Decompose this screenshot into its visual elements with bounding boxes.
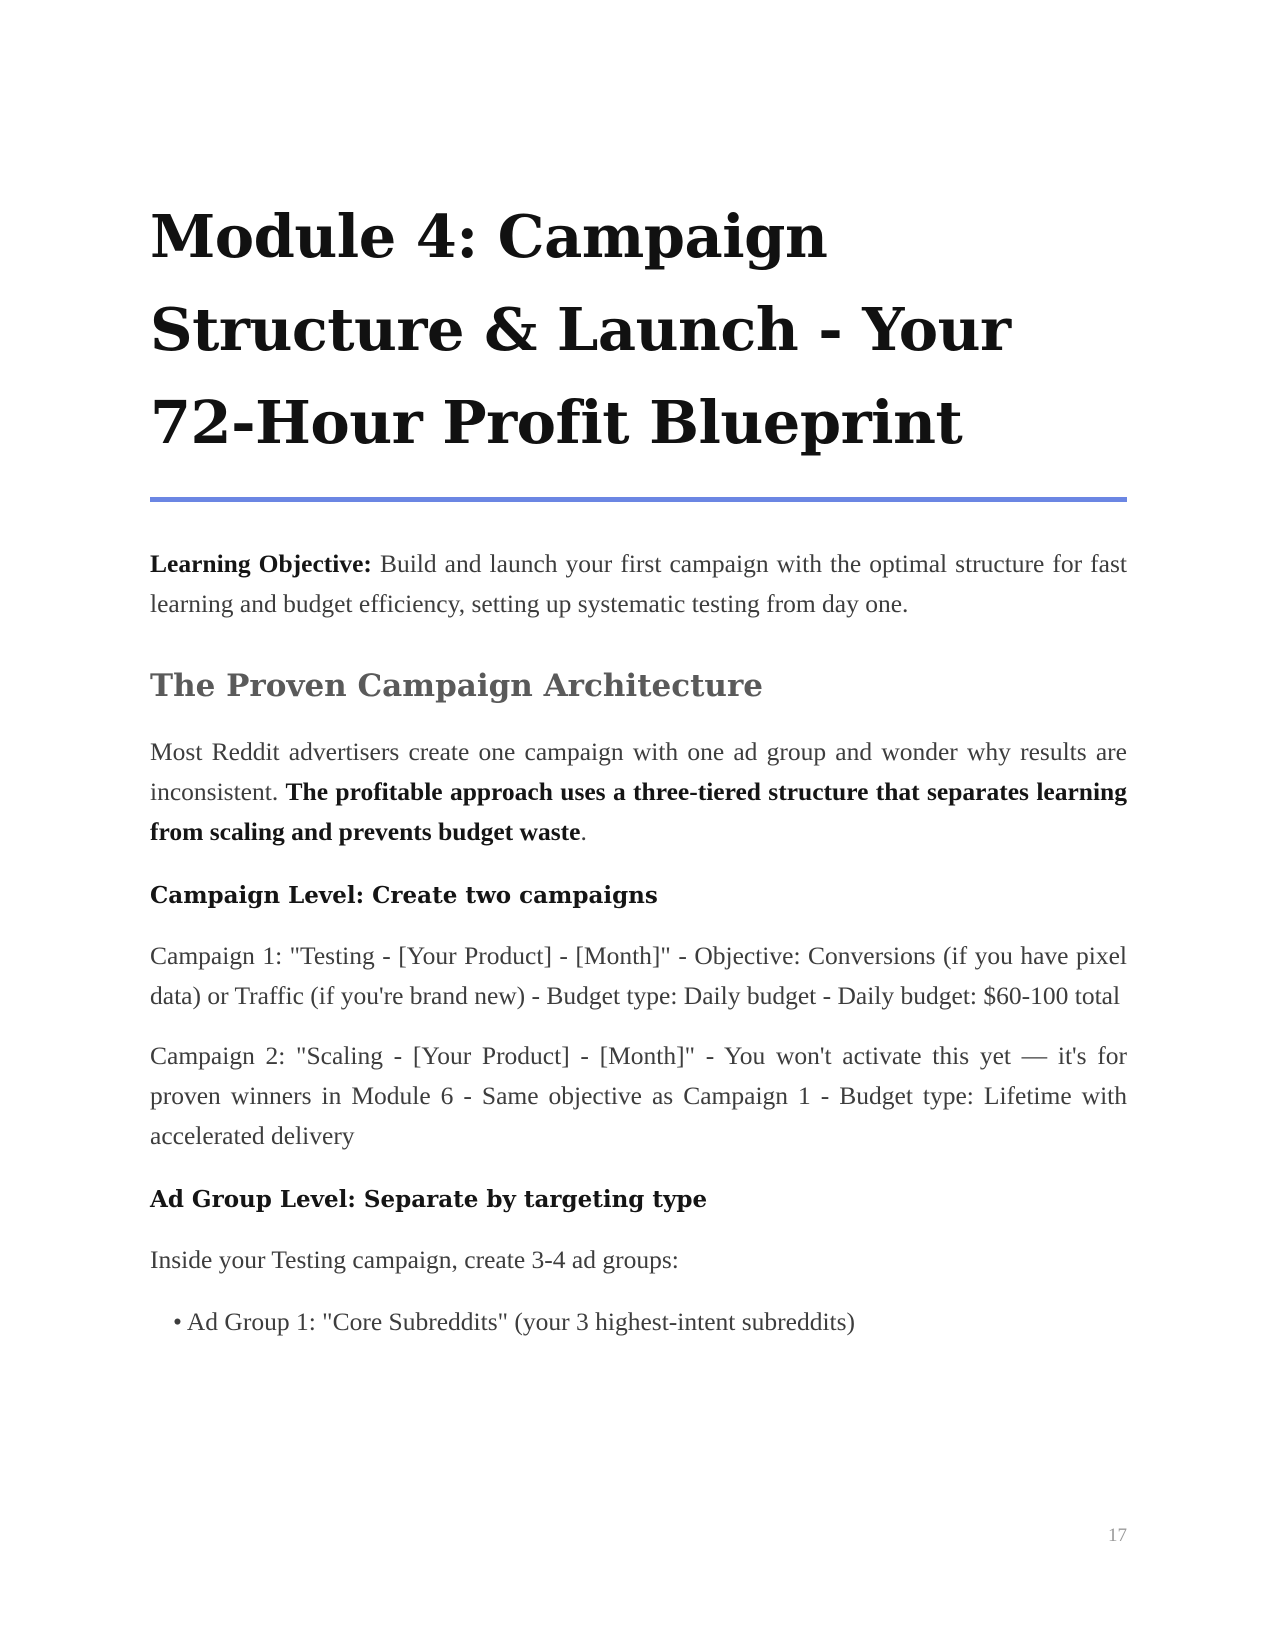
ad-group-level-heading: Ad Group Level: Separate by targeting type <box>150 1186 708 1213</box>
title-divider <box>150 497 1127 502</box>
ad-group-intro: Inside your Testing campaign, create 3-4 ad groups: <box>150 1245 679 1274</box>
page-title: Module 4: Campaign Structure & Launch - Your 72-Hour Profit Blueprint <box>150 202 1011 457</box>
intro-text: Most Reddit advertisers create one campaign with one ad group and wonder why results are inconsistent. <box>150 737 1127 806</box>
intro-bold-text: The profitable approach uses a three-tiered structure that separates learning from scaling and prevents budget waste <box>150 777 1127 846</box>
campaign-2-paragraph: Campaign 2: "Scaling - [Your Product] - [Month]" - You won't activate this yet — it's for proven winners in Module 6 - Same objective as Campaign 1 - Budget type: Lifetime with accelerated delivery <box>150 1041 1127 1150</box>
document-page <box>150 190 1127 1342</box>
learning-objective <box>150 544 1127 624</box>
intro-period: . <box>580 817 587 846</box>
intro-paragraph <box>150 732 1127 852</box>
campaign-level-heading: Campaign Level: Create two campaigns <box>150 882 658 909</box>
list-item: • Ad Group 1: "Core Subreddits" (your 3 highest-intent subreddits) <box>173 1307 856 1336</box>
ad-group-list <box>150 1302 1127 1342</box>
page-number: 17 <box>1108 1525 1127 1546</box>
learning-objective-text: Build and launch your first campaign with the optimal structure for fast learning and budget efficiency, setting up systematic testing from day one. <box>150 549 1127 618</box>
learning-objective-label: Learning Objective: <box>150 549 372 578</box>
campaign-1-paragraph: Campaign 1: "Testing - [Your Product] - [Month]" - Objective: Conversions (if you have pixel data) or Traffic (if you're brand new) - Budget type: Daily budget - Daily budget: $60-100 total <box>150 941 1127 1010</box>
section-heading: The Proven Campaign Architecture <box>150 668 764 704</box>
